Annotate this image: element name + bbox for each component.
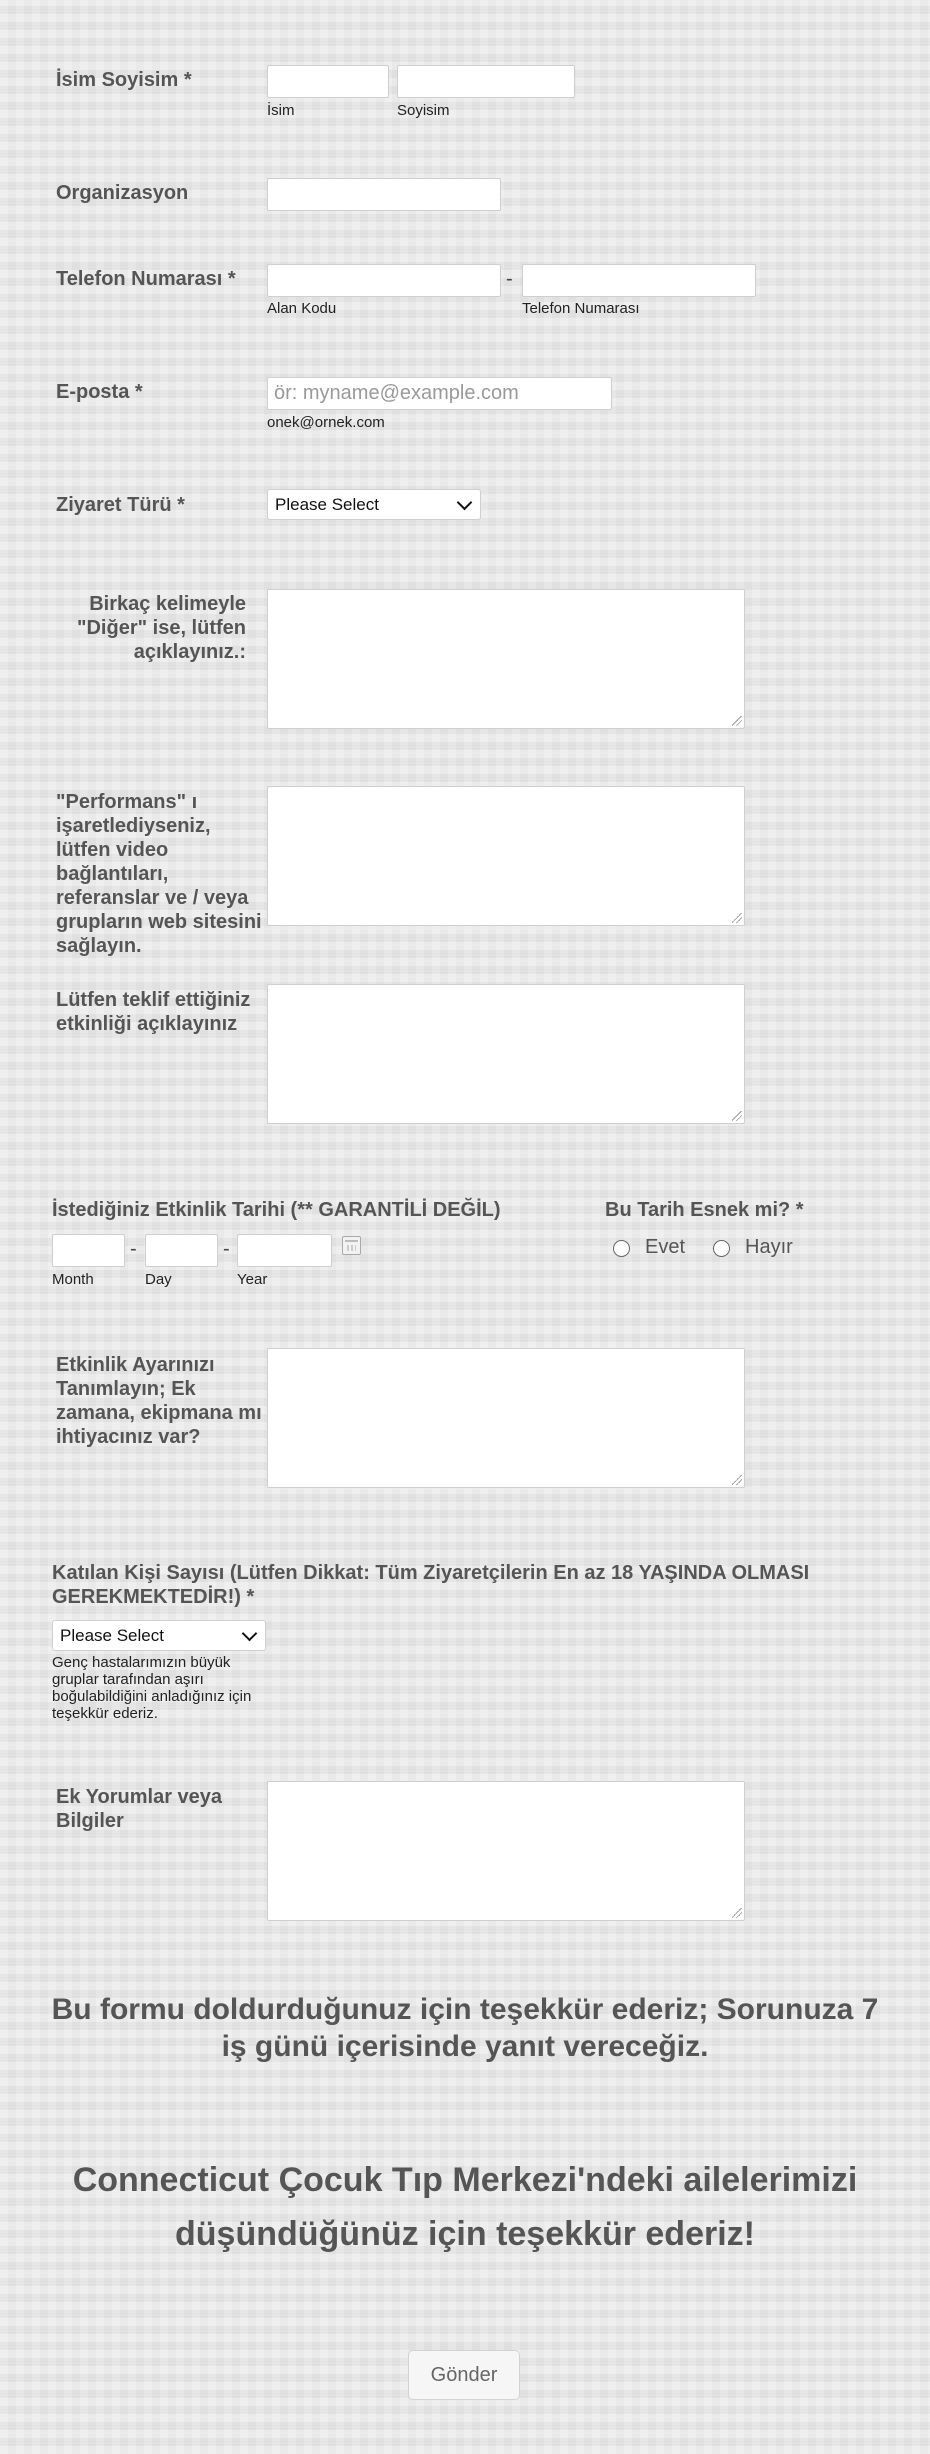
event-date-label: İstediğiniz Etkinlik Tarihi (** GARANTİLİ DEĞİL) bbox=[52, 1199, 501, 1221]
comments-label: Ek Yorumlar veya Bilgiler bbox=[56, 1786, 223, 1832]
organization-label: Organizasyon bbox=[56, 182, 189, 204]
visit-type-select[interactable] bbox=[267, 489, 481, 520]
radio-yes[interactable] bbox=[613, 1240, 630, 1257]
resize-handle-icon[interactable] bbox=[732, 1475, 742, 1485]
first-name-input[interactable] bbox=[267, 65, 389, 98]
resize-handle-icon[interactable] bbox=[732, 1111, 742, 1121]
describe-event-textarea[interactable] bbox=[267, 984, 745, 1124]
other-label: Birkaç kelimeyle "Diğer" ise, lütfen açıklayınız.: bbox=[77, 593, 246, 663]
thanks-message: Bu formu doldurduğunuz için teşekkür ederiz; Sorunuza 7 iş günü içerisinde yanıt vereceğiz. bbox=[51, 1993, 879, 2063]
resize-handle-icon[interactable] bbox=[732, 1908, 742, 1918]
performance-textarea[interactable] bbox=[267, 786, 745, 926]
attendees-label: Katılan Kişi Sayısı (Lütfen Dikkat: Tüm Ziyaretçilerin En az 18 YAŞINDA OLMASI GEREKMEKTEDİR!) * bbox=[52, 1562, 810, 1608]
attendees-note: Genç hastalarımızın büyük gruplar tarafından aşırı boğulabildiğini anladığınız için teşekkür ederiz. bbox=[52, 1654, 252, 1722]
email-input[interactable] bbox=[267, 377, 612, 410]
phone-number-sublabel: Telefon Numarası bbox=[522, 300, 640, 317]
year-input[interactable] bbox=[237, 1234, 332, 1267]
chevron-down-icon bbox=[242, 1625, 258, 1641]
other-textarea[interactable] bbox=[267, 589, 745, 729]
area-code-input[interactable] bbox=[267, 264, 501, 297]
day-input[interactable] bbox=[145, 1234, 218, 1267]
setup-textarea[interactable] bbox=[267, 1348, 745, 1488]
chevron-down-icon bbox=[457, 494, 473, 510]
setup-label: Etkinlik Ayarınızı Tanımlayın; Ek zamana, ekipmana mı ihtiyacınız var? bbox=[56, 1354, 262, 1448]
attendees-select[interactable] bbox=[52, 1620, 266, 1651]
performance-label: "Performans" ı işaretlediyseniz, lütfen video bağlantıları, referanslar ve / veya grupların web sitesini sağlayın. bbox=[56, 791, 262, 957]
phone-label: Telefon Numarası * bbox=[56, 268, 236, 290]
last-name-sublabel: Soyisim bbox=[397, 102, 450, 119]
comments-textarea[interactable] bbox=[267, 1781, 745, 1921]
first-name-sublabel: İsim bbox=[267, 102, 295, 119]
visit-type-selected: Please Select bbox=[275, 494, 379, 514]
date-separator: - bbox=[223, 1238, 230, 1260]
radio-no[interactable] bbox=[713, 1240, 730, 1257]
closing-message: Connecticut Çocuk Tıp Merkezi'ndeki ailelerimizi düşündüğünüz için teşekkür ederiz! bbox=[72, 2161, 858, 2253]
attendees-selected: Please Select bbox=[60, 1625, 164, 1645]
year-sublabel: Year bbox=[237, 1271, 268, 1288]
calendar-icon[interactable] bbox=[342, 1236, 361, 1255]
email-label: E-posta * bbox=[56, 381, 143, 403]
month-sublabel: Month bbox=[52, 1271, 94, 1288]
resize-handle-icon[interactable] bbox=[732, 913, 742, 923]
last-name-input[interactable] bbox=[397, 65, 575, 98]
date-separator: - bbox=[130, 1238, 137, 1260]
radio-no-label: Hayır bbox=[745, 1236, 793, 1258]
resize-handle-icon[interactable] bbox=[732, 716, 742, 726]
organization-input[interactable] bbox=[267, 178, 501, 211]
flexible-date-label: Bu Tarih Esnek mi? * bbox=[605, 1199, 804, 1221]
phone-separator: - bbox=[506, 268, 513, 290]
describe-event-label: Lütfen teklif ettiğiniz etkinliği açıklayınız bbox=[56, 989, 251, 1035]
visit-type-label: Ziyaret Türü * bbox=[56, 494, 185, 516]
radio-yes-label: Evet bbox=[645, 1236, 686, 1258]
day-sublabel: Day bbox=[145, 1271, 172, 1288]
area-code-sublabel: Alan Kodu bbox=[267, 300, 337, 317]
name-label: İsim Soyisim * bbox=[56, 69, 192, 91]
submit-button[interactable]: Gönder bbox=[408, 2350, 520, 2400]
email-sublabel: onek@ornek.com bbox=[267, 414, 385, 431]
phone-number-input[interactable] bbox=[522, 264, 756, 297]
month-input[interactable] bbox=[52, 1234, 125, 1267]
